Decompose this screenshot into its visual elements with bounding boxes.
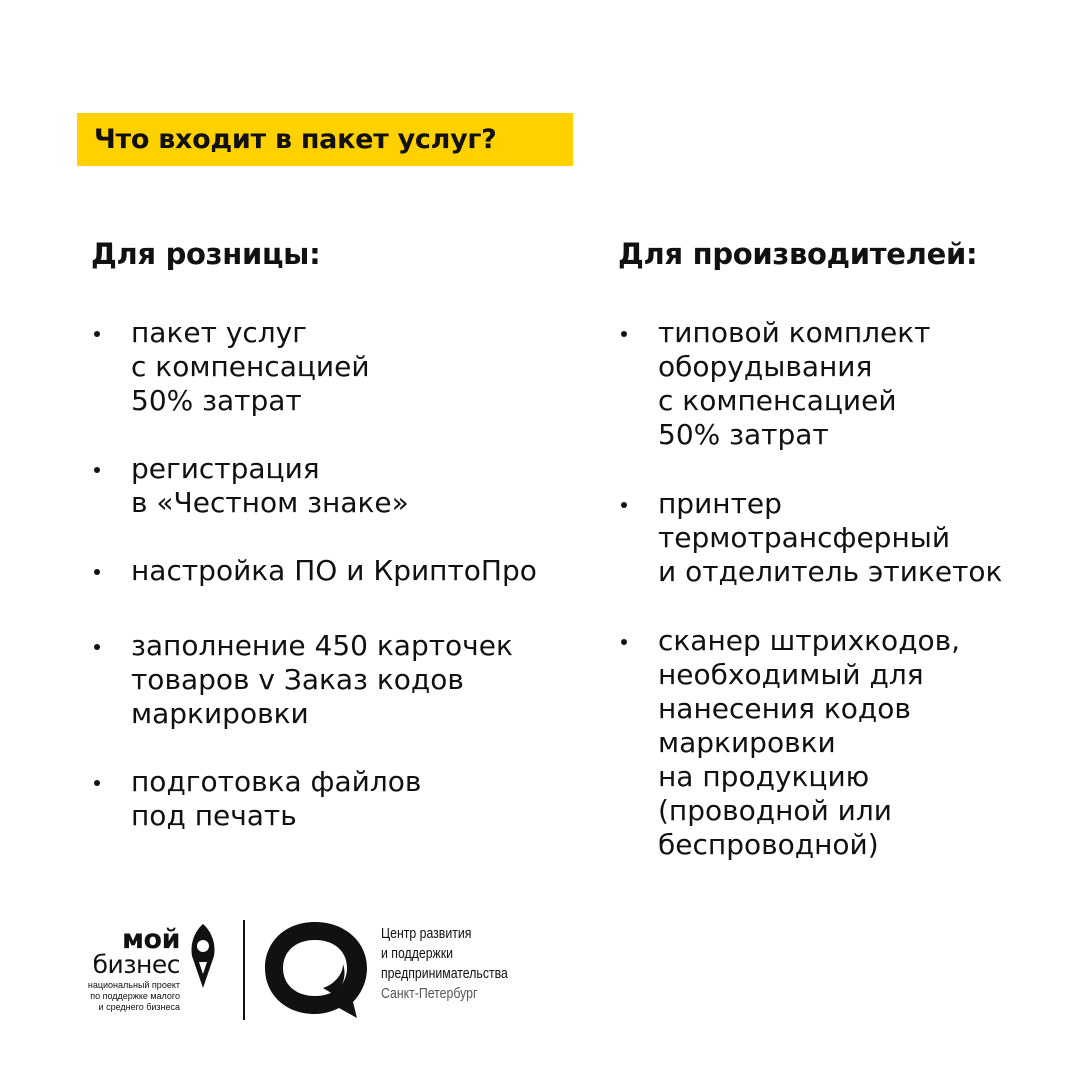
speech-bubble-logo-icon [263,918,371,1020]
logo-divider [243,920,245,1020]
footer-logos [60,918,560,1028]
bullet-icon [621,331,627,337]
list-item-text: типовой комплект оборудывания с компенсацией 50% затрат [658,316,931,451]
bullet-icon [94,467,100,473]
list-item [618,487,1058,589]
list-item-text: пакет услуг с компенсацией 50% затрат [131,316,370,417]
list-item [91,316,601,418]
bullet-icon [94,780,100,786]
moy-biznes-line1: мой [121,924,180,955]
center-city: Санкт-Петербург [381,985,478,1002]
list-item-text: заполнение 450 карточек товаров v Заказ кодов маркировки [131,629,513,730]
center-support-text [381,924,536,1004]
list-item [91,765,601,833]
producers-heading: Для производителей: [618,237,978,271]
bullet-icon [94,331,100,337]
bullet-icon [94,644,100,650]
list-item [618,624,1058,862]
moy-biznes-logo [60,924,180,1013]
list-item [91,629,601,731]
list-item-text: регистрация в «Честном знаке» [131,452,409,519]
retail-list [91,316,601,833]
producers-list [618,316,1058,862]
rocket-pin-icon [188,922,218,992]
center-line1: Центр развития [381,925,472,942]
retail-column [91,234,601,867]
title-banner [77,113,573,166]
moy-biznes-subtitle: национальный проект по поддержке малого и среднего бизнеса [87,980,180,1012]
list-item-text: настройка ПО и КриптоПро [131,554,537,587]
center-line3: предпринимательства [381,965,508,982]
bullet-icon [621,639,627,645]
bullet-icon [94,569,100,575]
list-item-text: подготовка файлов под печать [131,765,422,832]
bullet-icon [621,502,627,508]
list-item [618,316,1058,452]
producers-column [618,234,1058,897]
page-title: Что входит в пакет услуг? [94,124,497,155]
list-item-text: принтер термотрансферный и отделитель этикеток [658,487,1003,588]
retail-heading: Для розницы: [91,237,321,271]
moy-biznes-line2: бизнес [92,950,180,979]
list-item-text: сканер штрихкодов, необходимый для нанесения кодов маркировки на продукцию (проводной или беспроводной) [658,624,961,861]
center-line2: и поддержки [381,945,454,962]
list-item [91,554,601,588]
list-item [91,452,601,520]
